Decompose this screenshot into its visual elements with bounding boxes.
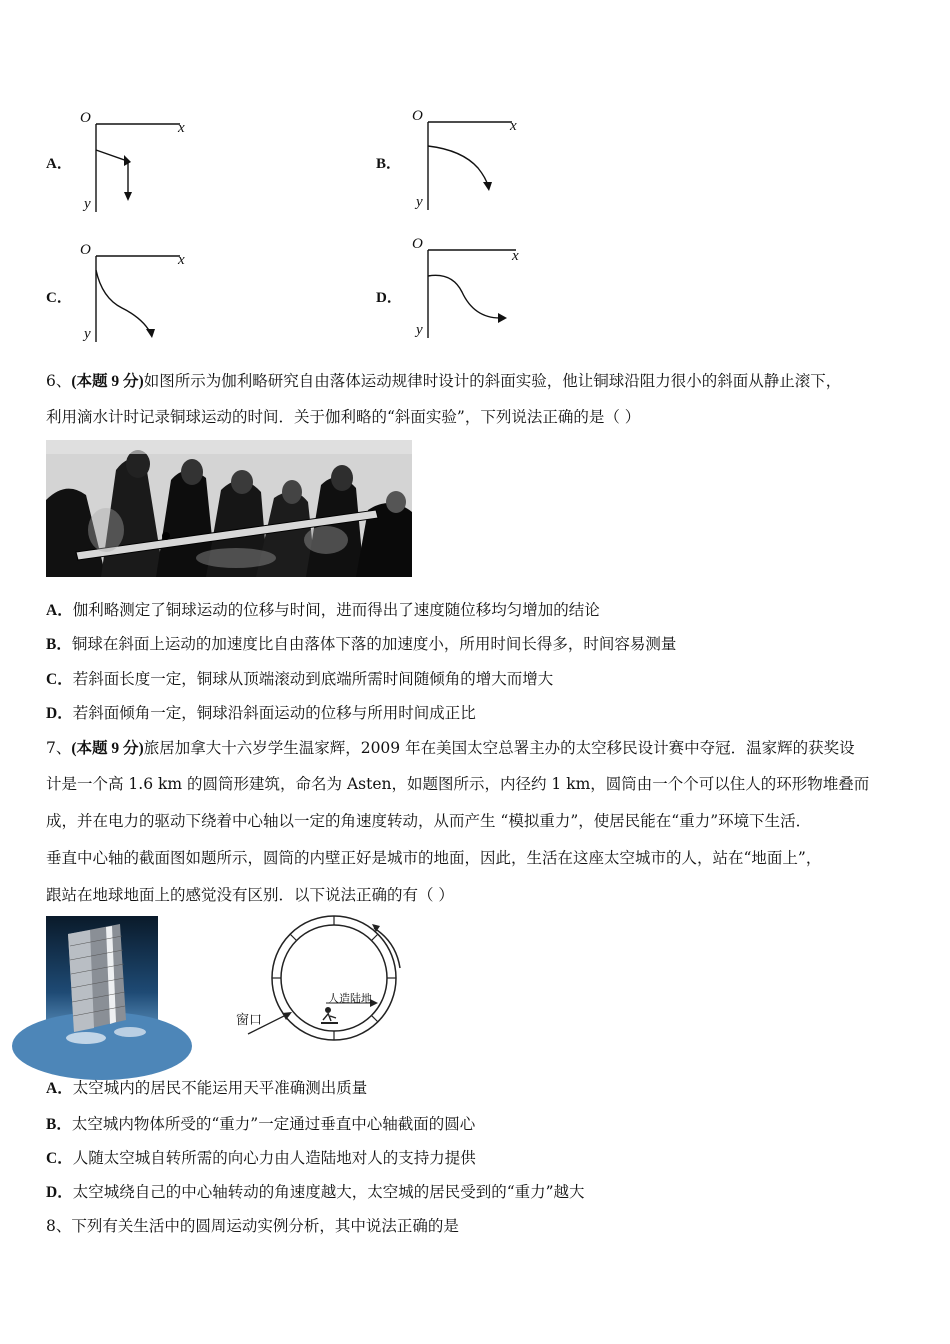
option-text: 铜球在斜面上运动的加速度比自由落体下落的加速度小，所用时间长得多，时间容易测量: [71, 635, 677, 653]
option-text: 太空城内物体所受的“重力”一定通过垂直中心轴截面的圆心: [71, 1115, 476, 1133]
option-letter: D．: [46, 1184, 73, 1201]
q6-option-d[interactable]: [46, 702, 916, 725]
axis-origin: O: [412, 236, 423, 252]
option-text: 太空城绕自己的中心轴转动的角速度越大，太空城的居民受到的“重力”越大: [72, 1183, 585, 1201]
option-letter: B．: [46, 636, 72, 653]
axis-x-label: x: [512, 248, 519, 264]
q7-stem-line5: 跟站在地球地面上的感觉没有区别．以下说法正确的有（ ）: [46, 886, 454, 904]
space-city-photo: [46, 916, 158, 1043]
q6-option-c[interactable]: [46, 668, 916, 691]
stem-text: 如图所示为伽利略研究自由落体运动规律时设计的斜面实验，他让铜球沿阻力很小的斜面从静止滚下，: [143, 372, 842, 390]
figure-window-label: 窗口: [236, 1013, 263, 1028]
stem-text: 下列有关生活中的圆周运动实例分析，其中说法正确的是: [71, 1217, 459, 1235]
option-text: 若斜面倾角一定，铜球沿斜面运动的位移与所用时间成正比: [72, 704, 476, 722]
option-label: B．: [376, 156, 402, 172]
question-points: (本题 9 分): [71, 740, 144, 757]
option-letter: D．: [46, 705, 73, 722]
q7-stem-line1: [46, 737, 916, 760]
q7-option-a[interactable]: [46, 1077, 916, 1100]
option-letter: A．: [46, 1080, 73, 1097]
option-label: C．: [46, 290, 72, 306]
axis-x-label: x: [510, 118, 517, 134]
option-text: 伽利略测定了铜球运动的位移与时间，进而得出了速度随位移均匀增加的结论: [72, 601, 600, 619]
q7-option-d[interactable]: [46, 1181, 916, 1204]
graph-d: [0, 0, 950, 360]
option-text: 太空城内的居民不能运用天平准确测出质量: [72, 1079, 368, 1097]
q6-stem-line2: 利用滴水计时记录铜球运动的时间．关于伽利略的“斜面实验”，下列说法正确的是（ ）: [46, 408, 641, 426]
question-number: 6、: [46, 372, 72, 390]
option-letter: A．: [46, 602, 73, 619]
q8-stem: [46, 1215, 916, 1237]
q7-stem-line3: 成，并在电力的驱动下绕着中心轴以一定的角速度转动，从而产生 “模拟重力”，使居民能在“重力”环境下生活．: [46, 812, 812, 830]
axis-origin: O: [80, 110, 91, 126]
axis-y-label: y: [416, 322, 423, 338]
q6-option-b[interactable]: [46, 633, 916, 656]
q6-option-a[interactable]: [46, 599, 916, 622]
q6-stem-line1: [46, 370, 916, 393]
option-label: D．: [376, 290, 402, 306]
question-points: (本题 9 分): [71, 373, 144, 390]
option-label: A．: [46, 156, 72, 172]
question-number: 7、: [46, 739, 72, 757]
stem-text: 旅居加拿大十六岁学生温家辉，2009 年在美国太空总署主办的太空移民设计赛中夺冠．温家辉的获奖设: [143, 739, 855, 757]
q7-stem-line4: 垂直中心轴的截面图如题所示，圆筒的内壁正好是城市的地面，因此，生活在这座太空城市的人，站在“地面上”，: [46, 849, 822, 867]
q7-option-c[interactable]: [46, 1147, 916, 1170]
cross-section-diagram: [220, 910, 420, 1050]
axis-y-label: y: [84, 326, 91, 342]
axis-y-label: y: [84, 196, 91, 212]
option-text: 人随太空城自转所需的向心力由人造陆地对人的支持力提供: [72, 1149, 476, 1167]
option-letter: C．: [46, 671, 73, 688]
axis-origin: O: [412, 108, 423, 124]
q7-option-b[interactable]: [46, 1113, 916, 1136]
axis-y-label: y: [416, 194, 423, 210]
option-letter: C．: [46, 1150, 73, 1167]
option-text: 若斜面长度一定，铜球从顶端滚动到底端所需时间随倾角的增大而增大: [72, 670, 554, 688]
axis-x-label: x: [178, 120, 185, 136]
galileo-painting-image: [46, 440, 412, 577]
figure-land-label: 人造陆地: [328, 992, 372, 1005]
option-letter: B．: [46, 1116, 72, 1133]
axis-origin: O: [80, 242, 91, 258]
axis-x-label: x: [178, 252, 185, 268]
question-number: 8、: [46, 1217, 72, 1235]
q7-stem-line2: 计是一个高 1.6 km 的圆筒形建筑，命名为 Asten，如题图所示，内径约 1 km，圆筒由一个个可以住人的环形物堆叠而: [46, 775, 870, 793]
